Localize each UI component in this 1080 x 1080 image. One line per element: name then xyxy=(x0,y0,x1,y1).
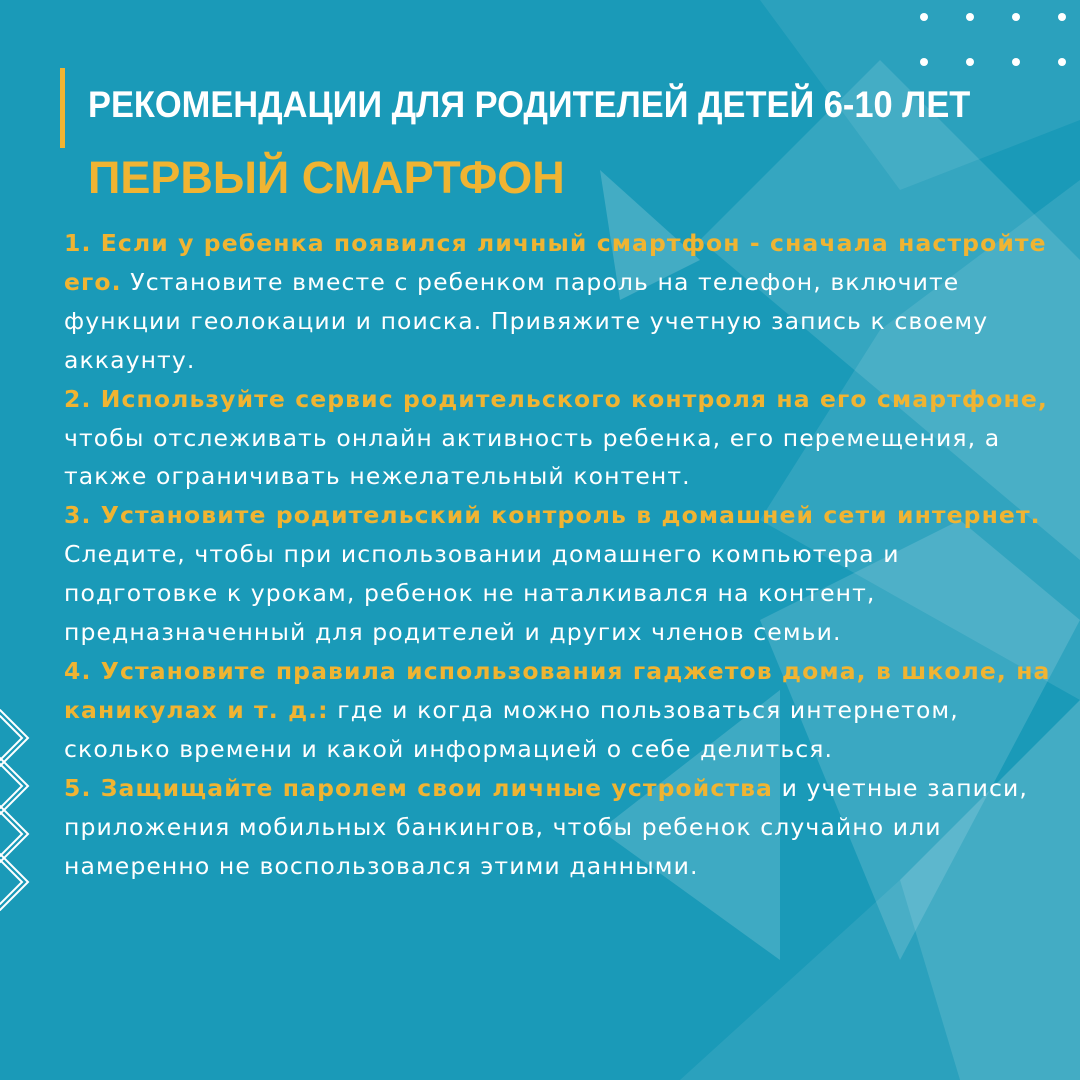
recommendation-text: и учетные записи, приложения мобильных банкингов, чтобы ребенок случайно или намеренно не воспользовался этими данными. xyxy=(64,773,1028,880)
recommendations-list xyxy=(64,224,1054,885)
recommendation-item xyxy=(64,769,1054,886)
recommendation-text: чтобы отслеживать онлайн активность ребенка, его перемещения, а также ограничивать нежелательный контент. xyxy=(64,423,1001,491)
recommendation-item xyxy=(64,496,1054,652)
accent-bar xyxy=(60,68,65,148)
recommendation-item xyxy=(64,652,1054,769)
recommendation-highlight: 3. Установите родительский контроль в домашней сети интернет. xyxy=(64,501,1041,530)
recommendation-highlight: 4. Установите правила использования гаджетов дома, в школе, на каникулах и т. д.: xyxy=(64,656,1051,724)
recommendation-highlight: 5. Защищайте паролем свои личные устройства xyxy=(64,773,773,802)
chevron-decoration xyxy=(0,710,28,910)
recommendation-item xyxy=(64,380,1054,497)
recommendation-text: где и когда можно пользоваться интернетом, сколько времени и какой информацией о себе делиться. xyxy=(64,695,959,763)
recommendation-item xyxy=(64,224,1054,380)
page-title: ПЕРВЫЙ СМАРТФОН xyxy=(88,152,565,203)
recommendation-text: Следите, чтобы при использовании домашнего компьютера и подготовке к урокам, ребенок не наталкивался на контент, предназначенный для родителей и других членов семьи. xyxy=(64,540,900,647)
recommendation-text: Установите вместе с ребенком пароль на телефон, включите функции геолокации и поиска. Привяжите учетную запись к своему аккаунту. xyxy=(64,267,989,374)
page-subtitle: РЕКОМЕНДАЦИИ ДЛЯ РОДИТЕЛЕЙ ДЕТЕЙ 6-10 ЛЕТ xyxy=(88,84,971,125)
recommendation-highlight: 1. Если у ребенка появился личный смартфон - сначала настройте его. xyxy=(64,229,1047,296)
recommendation-highlight: 2. Используйте сервис родительского контроля на его смартфоне, xyxy=(64,384,1048,413)
